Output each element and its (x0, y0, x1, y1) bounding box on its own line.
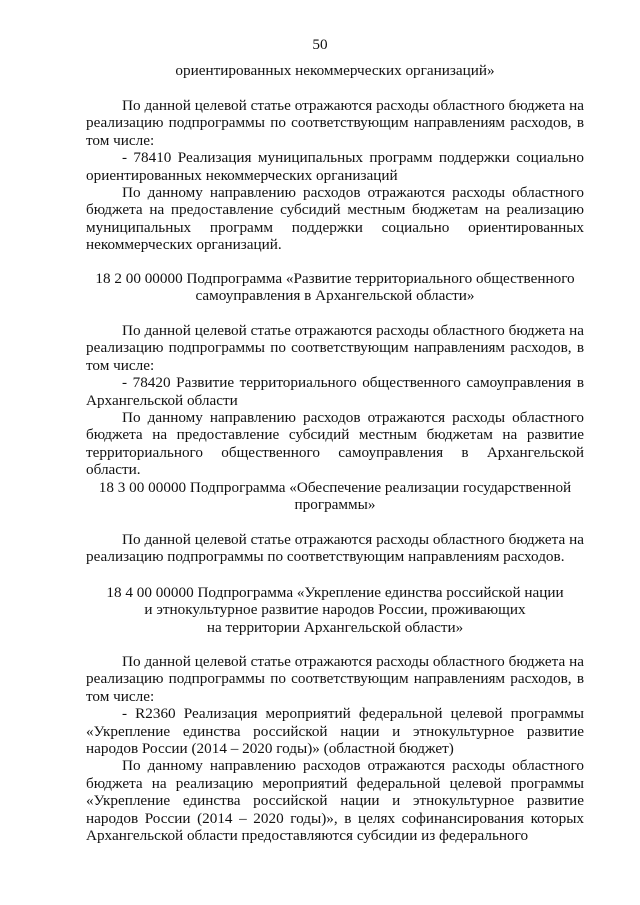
section-2-heading-line-2: самоуправления в Архангельской области» (195, 287, 475, 305)
section-2-heading-line-1: 18 2 00 00000 Подпрограмма «Развитие территориального общественного (95, 270, 575, 287)
section-4-description: По данному направлению расходов отражаются расходы областного бюджета на реализацию мероприятий федеральной целевой программы «Укрепление единства российской нации и этнокультурное развитие народов России (2014 – 2020 годы)», в целях софинансирования которых Архангельской области предоставляются субсидии из федерального (86, 757, 584, 845)
section-4-item: - R2360 Реализация мероприятий федеральной целевой программы «Укрепление единства российской нации и этнокультурное развитие народов России (2014 – 2020 годы)» (областной бюджет) (86, 705, 584, 758)
section-2 (86, 322, 584, 479)
section-3-heading (86, 479, 584, 514)
section-4-heading-line-2: и этнокультурное развитие народов России, проживающих (144, 601, 526, 619)
continuation-line: ориентированных некоммерческих организаций» (175, 62, 495, 79)
section-1-intro: По данной целевой статье отражаются расходы областного бюджета на реализацию подпрограммы по соответствующим направлениям расходов, в том числе: (86, 97, 584, 149)
section-3-heading-line-2: программы» (294, 496, 376, 514)
section-1 (86, 97, 584, 254)
section-1-description: По данному направлению расходов отражаются расходы областного бюджета на предоставление субсидий местным бюджетам на реализацию муниципальных программ поддержки социально ориентированных некоммерческих организаций. (86, 184, 584, 254)
section-2-item: - 78420 Развитие территориального общественного самоуправления в Архангельской области (86, 374, 584, 409)
section-2-description: По данному направлению расходов отражаются расходы областного бюджета на предоставление субсидий местным бюджетам на развитие территориального общественного самоуправления в Архангельской области. (86, 409, 584, 479)
section-2-intro: По данной целевой статье отражаются расходы областного бюджета на реализацию подпрограммы по соответствующим направлениям расходов, в том числе: (86, 322, 584, 374)
section-2-heading (86, 270, 584, 305)
section-3-heading-line-1: 18 3 00 00000 Подпрограмма «Обеспечение реализации государственной (98, 479, 572, 496)
section-4-heading-line-1: 18 4 00 00000 Подпрограмма «Укрепление единства российской нации (106, 584, 564, 601)
section-4-intro: По данной целевой статье отражаются расходы областного бюджета на реализацию подпрограммы по соответствующим направлениям расходов, в том числе: (86, 653, 584, 705)
section-4 (86, 653, 584, 844)
page-number: 50 (312, 36, 328, 53)
section-4-heading (86, 584, 584, 636)
section-1-item: - 78410 Реализация муниципальных программ поддержки социально ориентированных некоммерческих организаций (86, 149, 584, 184)
section-3 (86, 531, 584, 566)
section-3-intro: По данной целевой статье отражаются расходы областного бюджета на реализацию подпрограммы по соответствующим направлениям расходов. (86, 531, 584, 566)
section-4-heading-line-3: на территории Архангельской области» (206, 618, 464, 636)
